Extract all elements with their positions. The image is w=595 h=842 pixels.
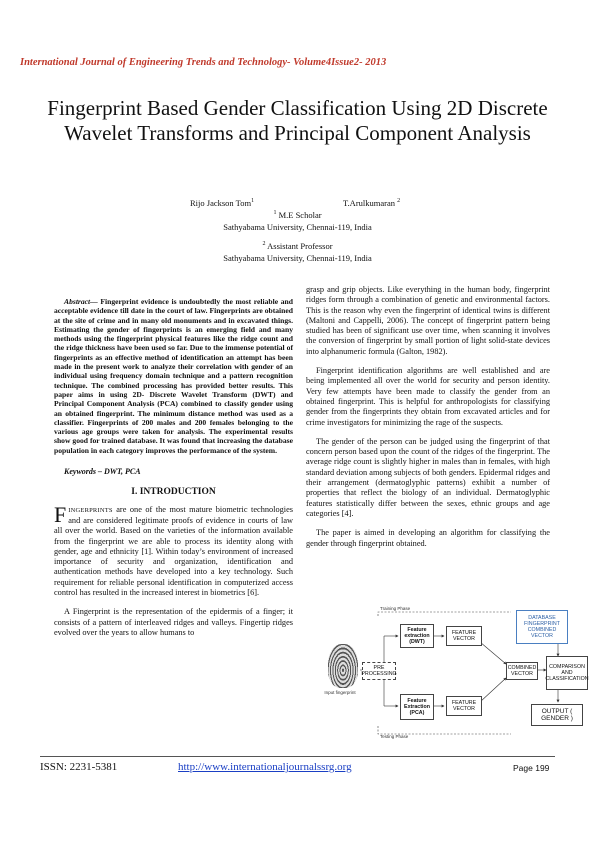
training-phase-label: Training Phase [380, 606, 411, 611]
right-paragraph-4: The paper is aimed in developing an algorithm for classifying the gender through fingerprint obtained. [306, 528, 550, 548]
right-paragraph-3: The gender of the person can be judged using the fingerprint of that concern person based upon the count of the ridges of the fingerprint. The average ridge count is slightly higher in males than in females, with high standard deviation among subjects of both genders. Epidermal ridges and their arrangement (dermatoglyphic patterns) exhibit a number of properties that reflect the biology of an individual. Dermatoglyphic features statistically differ between the sexes, ethnic groups and age categories [4]. [306, 436, 550, 518]
paper-title: Fingerprint Based Gender Classification Using 2D Discrete Wavelet Transforms and Principal Component Analysis [47, 96, 548, 145]
keywords: Keywords – DWT, PCA [64, 467, 141, 477]
journal-url-link[interactable]: http://www.internationaljournalssrg.org [178, 761, 352, 773]
feature-extraction-dwt-box: Feature extraction (DWT) [400, 624, 434, 648]
feature-extraction-pca-box: Feature Extraction (PCA) [400, 694, 434, 720]
journal-header: International Journal of Engineering Trends and Technology- Volume4Issue2- 2013 [20, 57, 387, 68]
page-number: Page 199 [513, 763, 550, 773]
affiliation-2-role: $^2$ Assistant Professor [262, 241, 333, 251]
comparison-classification-box: COMPARISON AND CLASSIFICATION [546, 656, 588, 690]
right-column [306, 285, 550, 558]
block-diagram [306, 606, 588, 740]
section-heading: I. INTRODUCTION [131, 487, 216, 498]
database-box: DATABASE FINGERPRINT COMBINED VECTOR [516, 610, 568, 644]
right-paragraph-2: Fingerprint identification algorithms are well established and are being implemented all over the world for security and person identity. Very few attempts have been made to classify the gender from an obtained fingerprint. This is helpful for anthropologists for classifying gender from the fingerprints they obtain from excavated articles and for crime investigators for minimizing the rage of the suspects. [306, 366, 550, 427]
abstract-text: Fingerprint evidence is undoubtedly the most reliable and acceptable evidence till date in the court of law. Fingerprints are obtained at the site of crime and in many old monuments and in excavated things. Estimating the gender of fingerprints is an emerging field and many methods using the fingerprint physical features like the ridge count and the ridge thickness have been used so far. Due to the immense potential of fingerprints as an effective method of identification an attempt has been made in the present work to analyze their correlation with gender of an individual using frequency domain technique and a pattern recognition technique. The combined processing has provided better results. This paper aims in using 2D- Discrete Wavelet Transform (DWT) and Principal Component Analysis (PCA) combined to classify gender using an obtained fingerprint. The minimum distance method was used as a classifier. Fingerprints of 200 males and 200 females belonging to the various age groups were taken for analysis. The experimental results show good for trained database. It was found that increasing the database population in each category improves the performance of the system. [54, 297, 293, 455]
abstract [54, 297, 293, 455]
output-gender-box: OUTPUT ( GENDER ) [531, 704, 583, 726]
affiliation-2-institution: Sathyabama University, Chennai-119, India [223, 253, 372, 263]
feature-vector-box-2: FEATURE VECTOR [446, 696, 482, 716]
right-paragraph-1: grasp and grip objects. Like everything in the human body, fingerprint ridges form through a combination of genetic and environmental factors. This is the reason why even the fingerprint of identical twins is different (Maltoni and Cappelli, 2006). The concept of fingerprint pattern being studied has been of significant use over time, when scanning it involves the conversion of fingerprint by small portion of light solid-state devices into alphanumeric formula (Galton, 1982). [306, 285, 550, 356]
author-1: Rijo Jackson Tom$^1$ [190, 198, 255, 208]
feature-vector-box-1: FEATURE VECTOR [446, 626, 482, 646]
fingerprint-image [328, 644, 358, 688]
intro-paragraph-1: FINGERPRINTS are one of the most mature biometric technologies and are considered legitimate proofs of evidence in courts of law all over the world. Based on the varieties of the information available from the fingerprint we are able to process its identity along with gender, age and ethnicity [1]. Within today’s environment of increased importance of security and organization, identification and authentication methods have developed into a key technology. Such requirement for reliable personal identification in computerized access control has resulted in the increased interest in biometrics [6]. [54, 501, 293, 598]
issn: ISSN: 2231-5381 [40, 761, 118, 773]
pre-processing-box: PRE PROCESSING [362, 662, 396, 680]
intro-paragraph-2: A Fingerprint is the representation of the epidermis of a finger; it consists of a pattern of interleaved ridges and valleys. Fingertip ridges evolved over the years to allow humans to [54, 607, 293, 637]
drop-cap: F [54, 501, 67, 527]
left-column [54, 297, 293, 647]
footer-rule [40, 756, 555, 757]
affiliation-1-institution: Sathyabama University, Chennai-119, India [223, 222, 372, 232]
affiliation-1-role: $^1$ M.E Scholar [273, 210, 322, 220]
abstract-label: Abstract— [64, 297, 98, 306]
input-fingerprint-label: Input fingerprint [324, 690, 356, 695]
testing-phase-label: Testing Phase [380, 734, 409, 739]
author-2: T.Arulkumaran $^2$ [343, 198, 401, 208]
combined-vector-box: COMBINED VECTOR [506, 662, 538, 680]
